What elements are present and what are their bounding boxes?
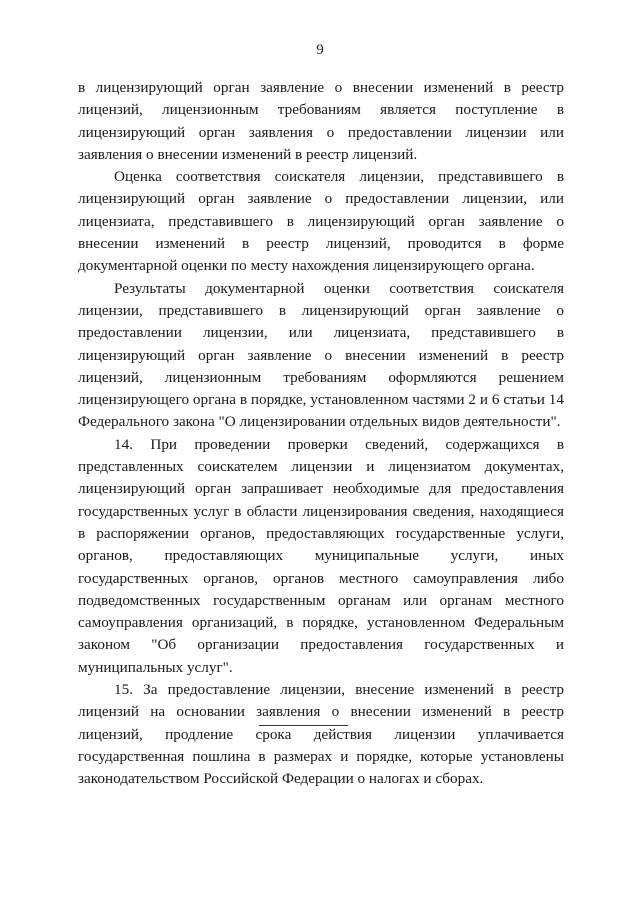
paragraph-assessment: Оценка соответствия соискателя лицензии, представившего в лицензирующий орган заявление о предоставлении лицензии, или лицензиата, представившего в лицензирующий орган заявление о внесении изменений в реестр лицензий, проводится в форме документарной оценки по месту нахождения лицензирующего органа. — [78, 168, 564, 275]
paragraph-assessment-results: Результаты документарной оценки соответствия соискателя лицензии, представившего в лицензирующий орган заявление о предоставлении лицензии, или лицензиата, представившего в лицензирующий орган заявление о внесении изменений в реестр лицензий, лицензионным требованиям оформляются решением лицензирующего органа в порядке, установленном частями 2 и 6 статьи 14 Федерального закона "О лицензировании отдельных видов деятельности". — [78, 279, 564, 431]
page-number: 9 — [316, 42, 324, 58]
paragraph-clause-15: 15. За предоставление лицензии, внесение изменений в реестр лицензий на основании заявления о внесении изменений в реестр лицензий, продление срока действия лицензии уплачивается государственная пошлина в размерах и порядке, которые установлены законодательством Российской Федерации о налогах и сборах. — [78, 681, 564, 788]
document-body — [78, 77, 564, 791]
paragraph-clause-14: 14. При проведении проверки сведений, содержащихся в представленных соискателем лицензии и лицензиатом документах, лицензирующий орган запрашивает необходимые для предоставления государственных услуг в области лицензирования сведения, находящиеся в распоряжении органов, предоставляющих государственные услуги, органов, предоставляющих муниципальные услуги, иных государственных органов, органов местного самоуправления либо подведомственных государственным органам или органам местного самоуправления организаций, в порядке, установленном Федеральным законом "Об организации предоставления государственных и муниципальных услуг". — [78, 435, 564, 676]
paragraph-continuation: в лицензирующий орган заявление о внесении изменений в реестр лицензий, лицензионным требованиям является поступление в лицензирующий орган заявления о предоставлении лицензии или заявления о внесении изменений в реестр лицензий. — [78, 79, 564, 163]
end-separator-line — [259, 725, 348, 726]
